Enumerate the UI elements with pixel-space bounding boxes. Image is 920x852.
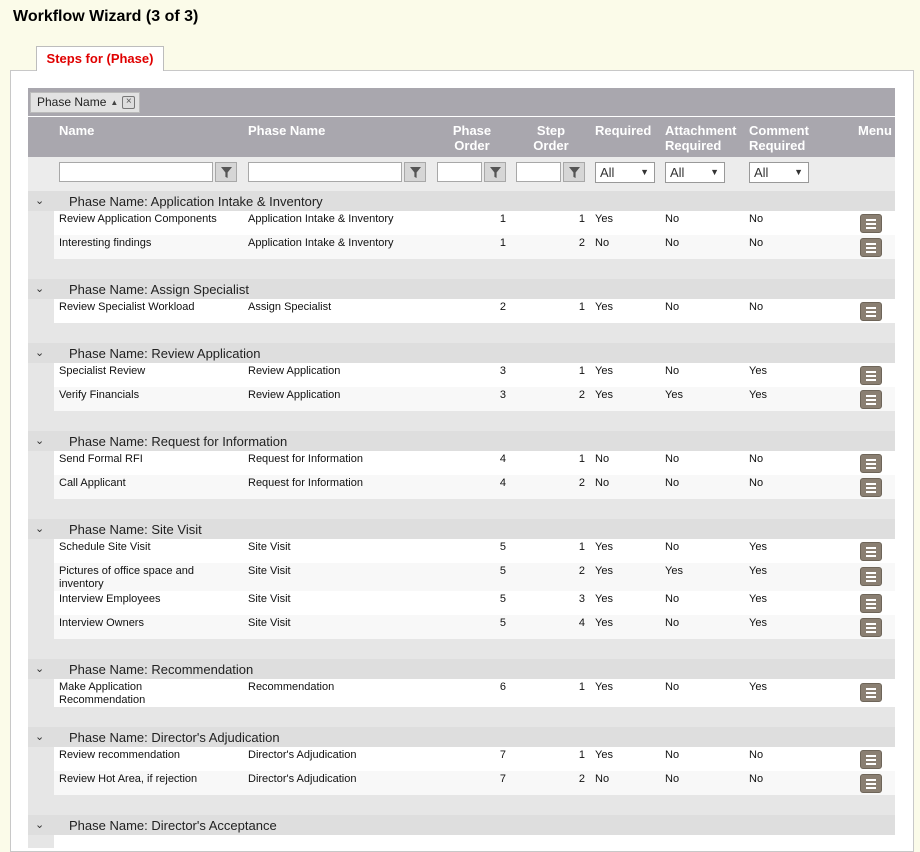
group-header [28,659,895,679]
cell-step-order: 4 [578,617,585,629]
cell-step-order: 1 [578,541,585,553]
filter-row [28,157,895,191]
step-order-filter-input[interactable] [516,162,561,182]
group-footer [54,499,895,519]
group-header-label: Phase Name: Request for Information [69,434,288,449]
table-row[interactable] [54,591,895,615]
cell-attachment-required: Yes [665,389,683,401]
table-row[interactable] [54,539,895,563]
table-row[interactable] [54,211,895,235]
group-by-bar [28,88,895,116]
tab-steps-for-phase[interactable]: Steps for (Phase) [36,46,164,71]
cell-phase-order: 5 [499,593,506,605]
row-menu-button[interactable] [860,683,882,702]
cell-attachment-required: No [665,617,680,629]
row-menu-button[interactable] [860,750,882,769]
cell-phase-order: 2 [499,301,506,313]
column-header-phase-name[interactable]: Phase Name [248,123,326,138]
required-filter-value: All [600,165,615,180]
cell-phase-name: Application Intake & Inventory [248,213,394,225]
cell-comment-required: No [749,453,764,465]
group-footer [54,795,895,815]
grid-header [28,117,895,157]
page-title: Workflow Wizard (3 of 3) [13,8,199,25]
cell-required: Yes [595,389,613,401]
cell-comment-required: Yes [749,593,767,605]
row-menu-button[interactable] [860,214,882,233]
cell-comment-required: Yes [749,365,767,377]
cell-step-order: 2 [578,389,585,401]
cell-comment-required: Yes [749,541,767,553]
table-row[interactable] [54,363,895,387]
group-footer [54,639,895,659]
cell-phase-name: Review Application [248,365,341,377]
group-header-label: Phase Name: Director's Adjudication [69,730,280,745]
attachment-filter-select[interactable] [665,162,725,183]
close-icon[interactable]: × [122,96,135,109]
chevron-down-icon[interactable]: ⌄ [35,435,45,447]
cell-phase-order: 4 [499,453,506,465]
cell-step-order: 1 [578,681,585,693]
phase-order-filter-input[interactable] [437,162,482,182]
cell-name: Verify Financials [59,389,140,401]
column-header-name[interactable]: Name [59,123,95,138]
steps-grid [28,88,895,848]
table-row[interactable] [54,679,895,707]
cell-comment-required: No [749,773,764,785]
filter-icon[interactable] [484,162,506,182]
cell-step-order: 1 [578,749,585,761]
cell-name: Review Application Components [59,213,217,225]
table-row[interactable] [54,475,895,499]
group-header [28,815,895,835]
cell-phase-order: 5 [499,565,506,577]
group-footer [54,707,895,727]
cell-required: Yes [595,617,613,629]
cell-step-order: 1 [578,365,585,377]
column-header-phase-order[interactable] [442,123,502,153]
cell-phase-order: 7 [499,773,506,785]
cell-phase-order: 1 [499,213,506,225]
table-row[interactable] [54,615,895,639]
group-header-label: Phase Name: Director's Acceptance [69,818,277,833]
chevron-down-icon[interactable]: ⌄ [35,731,45,743]
cell-step-order: 1 [578,301,585,313]
group-chip-label: Phase Name [37,95,107,109]
group-header [28,727,895,747]
cell-name: Interview Employees [59,593,161,605]
cell-phase-order: 3 [499,365,506,377]
attachment-filter-value: All [670,165,685,180]
group-footer [54,323,895,343]
cell-step-order: 1 [578,213,585,225]
chevron-down-icon[interactable]: ⌄ [35,347,45,359]
dropdown-caret-icon: ▼ [794,167,803,177]
cell-phase-name: Site Visit [248,541,291,553]
row-menu-button[interactable] [860,618,882,637]
cell-required: No [595,477,610,489]
group-header-label: Phase Name: Review Application [69,346,261,361]
cell-step-order: 2 [578,237,585,249]
cell-step-order: 2 [578,773,585,785]
column-header-comment-line1: Comment [749,123,809,138]
cell-name: Review Hot Area, if rejection [59,773,198,785]
cell-step-order: 2 [578,477,585,489]
cell-attachment-required: No [665,301,680,313]
cell-step-order: 2 [578,565,585,577]
cell-phase-order: 7 [499,749,506,761]
filter-icon[interactable] [215,162,237,182]
group-footer [54,259,895,279]
column-header-step-order-line2: Order [533,138,569,153]
group-header [28,191,895,211]
group-chip-phase-name[interactable] [30,92,140,113]
table-row[interactable] [54,563,895,591]
cell-phase-order: 5 [499,617,506,629]
chevron-down-icon[interactable]: ⌄ [35,283,45,295]
row-menu-button[interactable] [860,366,882,385]
cell-attachment-required: No [665,749,680,761]
cell-required: No [595,237,610,249]
column-header-comment-line2: Required [749,138,806,153]
group-footer [54,411,895,431]
column-header-attachment-required[interactable] [665,123,737,153]
group-header-label: Phase Name: Assign Specialist [69,282,249,297]
cell-name: Interesting findings [59,237,152,249]
cell-name: Call Applicant [59,477,126,489]
cell-step-order: 1 [578,453,585,465]
cell-phase-order: 3 [499,389,506,401]
dropdown-caret-icon: ▼ [640,167,649,177]
group-header [28,279,895,299]
row-menu-button[interactable] [860,542,882,561]
cell-comment-required: No [749,749,764,761]
cell-required: Yes [595,365,613,377]
cell-phase-name: Recommendation [248,681,335,693]
table-row[interactable] [54,299,895,323]
group-header [28,519,895,539]
column-header-required[interactable]: Required [595,123,652,138]
table-row[interactable] [54,451,895,475]
group-header-label: Phase Name: Recommendation [69,662,254,677]
cell-required: Yes [595,301,613,313]
tab-panel [10,70,914,852]
cell-comment-required: Yes [749,389,767,401]
cell-required: Yes [595,565,613,577]
row-menu-button[interactable] [860,390,882,409]
cell-name: Interview Owners [59,617,144,629]
row-menu-button[interactable] [860,238,882,257]
cell-comment-required: Yes [749,565,767,577]
table-row[interactable] [54,387,895,411]
cell-phase-order: 6 [499,681,506,693]
cell-required: Yes [595,593,613,605]
dropdown-caret-icon: ▼ [710,167,719,177]
chevron-down-icon[interactable]: ⌄ [35,663,45,675]
cell-phase-order: 1 [499,237,506,249]
cell-attachment-required: No [665,773,680,785]
cell-required: Yes [595,213,613,225]
column-header-step-order[interactable] [521,123,581,153]
row-menu-button[interactable] [860,302,882,321]
name-filter-input[interactable] [59,162,213,182]
required-filter-select[interactable] [595,162,655,183]
cell-comment-required: Yes [749,681,767,693]
cell-required: No [595,453,610,465]
row-menu-button[interactable] [860,454,882,473]
cell-phase-name: Review Application [248,389,341,401]
group-header [28,431,895,451]
cell-comment-required: Yes [749,617,767,629]
cell-phase-name: Site Visit [248,617,291,629]
cell-required: No [595,773,610,785]
row-menu-button[interactable] [860,567,882,586]
filter-icon[interactable] [404,162,426,182]
group-header-label: Phase Name: Application Intake & Inventory [69,194,323,209]
cell-name: Make Application Recommendation [59,681,146,706]
table-row[interactable] [54,771,895,795]
column-header-phase-order-line2: Order [454,138,490,153]
column-header-attachment-line1: Attachment [665,123,737,138]
row-menu-button[interactable] [860,594,882,613]
cell-attachment-required: No [665,593,680,605]
phase-name-filter-input[interactable] [248,162,402,182]
cell-attachment-required: Yes [665,565,683,577]
cell-name: Schedule Site Visit [59,541,151,553]
group-header [28,343,895,363]
cell-phase-order: 4 [499,477,506,489]
row-menu-button[interactable] [860,774,882,793]
cell-name: Review Specialist Workload [59,301,195,313]
cell-phase-name: Director's Adjudication [248,773,357,785]
table-row[interactable] [54,747,895,771]
cell-attachment-required: No [665,213,680,225]
column-header-phase-order-line1: Phase [452,123,492,138]
cell-phase-name: Site Visit [248,593,291,605]
cell-required: Yes [595,749,613,761]
cell-required: Yes [595,681,613,693]
row-menu-button[interactable] [860,478,882,497]
cell-name: Pictures of office space and inventory [59,565,194,590]
chevron-down-icon[interactable]: ⌄ [35,819,45,831]
column-header-step-order-line1: Step [536,123,566,138]
cell-phase-name: Site Visit [248,565,291,577]
cell-required: Yes [595,541,613,553]
column-header-attachment-line2: Required [665,138,722,153]
chevron-down-icon[interactable]: ⌄ [35,523,45,535]
cell-attachment-required: No [665,237,680,249]
comment-filter-value: All [754,165,769,180]
comment-filter-select[interactable] [749,162,809,183]
cell-phase-name: Director's Adjudication [248,749,357,761]
cell-step-order: 3 [578,593,585,605]
sort-ascending-icon[interactable]: ▲ [110,98,119,107]
cell-attachment-required: No [665,681,680,693]
cell-name: Send Formal RFI [59,453,143,465]
cell-phase-name: Application Intake & Inventory [248,237,394,249]
cell-phase-name: Request for Information [248,477,363,489]
cell-comment-required: No [749,477,764,489]
cell-phase-name: Assign Specialist [248,301,332,313]
filter-icon[interactable] [563,162,585,182]
table-row[interactable] [54,235,895,259]
column-header-comment-required[interactable] [749,123,809,153]
cell-comment-required: No [749,301,764,313]
cell-phase-order: 5 [499,541,506,553]
cell-attachment-required: No [665,365,680,377]
group-header-label: Phase Name: Site Visit [69,522,202,537]
cell-comment-required: No [749,213,764,225]
chevron-down-icon[interactable]: ⌄ [35,195,45,207]
cell-name: Specialist Review [59,365,146,377]
cell-comment-required: No [749,237,764,249]
cell-phase-name: Request for Information [248,453,363,465]
column-header-menu: Menu [858,123,892,138]
cell-name: Review recommendation [59,749,181,761]
cell-attachment-required: No [665,541,680,553]
cell-attachment-required: No [665,453,680,465]
cell-attachment-required: No [665,477,680,489]
